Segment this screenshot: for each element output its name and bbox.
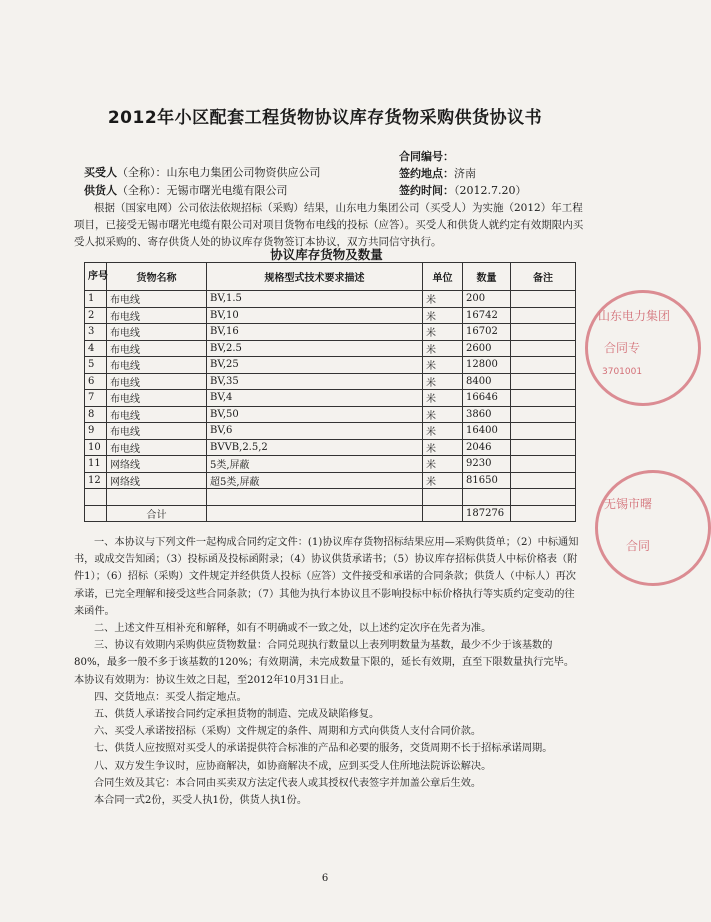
cell-unit: 米 xyxy=(423,357,463,374)
buyer-line xyxy=(84,164,321,180)
cell-unit: 米 xyxy=(423,456,463,473)
cell-qty: 12800 xyxy=(463,357,511,374)
seal-text: 无锡市曙 xyxy=(604,497,653,511)
cell-note xyxy=(511,423,576,440)
table-row xyxy=(85,472,576,489)
term-copies: 本合同一式2份，买受人执1份，供货人执1份。 xyxy=(94,795,308,807)
cell-seq: 3 xyxy=(85,324,107,341)
cell-qty: 16702 xyxy=(463,324,511,341)
buyer-name: （全称）：山东电力集团公司物资供应公司 xyxy=(117,166,321,179)
buyer-label: 买受人 xyxy=(84,166,117,179)
table-row xyxy=(85,340,576,357)
cell-qty: 200 xyxy=(463,291,511,308)
table-header-row xyxy=(85,263,576,291)
cell-spec: BV,1.5 xyxy=(207,291,423,308)
cell-note xyxy=(511,324,576,341)
header-seq: 序号 xyxy=(85,263,107,291)
cell-name: 布电线 xyxy=(107,307,207,324)
cell-note xyxy=(511,390,576,407)
cell-name: 布电线 xyxy=(107,340,207,357)
cell-spec: BV,50 xyxy=(207,406,423,423)
cell-spec: BV,16 xyxy=(207,324,423,341)
table-row xyxy=(85,423,576,440)
table-row-empty xyxy=(85,489,576,506)
cell-name: 布电线 xyxy=(107,357,207,374)
cell-spec: BVVB,2.5,2 xyxy=(207,439,423,456)
seal-text: 山东电力集团 xyxy=(598,309,671,323)
cell-note xyxy=(511,456,576,473)
cell-unit: 米 xyxy=(423,324,463,341)
cell-seq: 10 xyxy=(85,439,107,456)
cell-note xyxy=(511,406,576,423)
header-spec: 规格型式技术要求描述 xyxy=(207,263,423,291)
cell-qty: 3860 xyxy=(463,406,511,423)
term-1: 一、本协议与下列文件一起构成合同约定文件：(1)协议库存货物招标结果应用—采购供货单；（2）中标通知书，或成交告知函；（3）投标函及投标函附录；（4）协议供货承诺书；（5）协议库存招标供货人中标价格表（附件1）；（6）招标（采购）文件规定并经供货人投标（应答）文件接受和承诺的合同条款；供货人（中标人）再次承诺，已完全理解和接受这些合同条款；（7）其他为执行本协议且不影响投标中标价格执行等实质约定变动的往来函件。 xyxy=(74,537,579,617)
cell-seq: 11 xyxy=(85,456,107,473)
cell-name: 布电线 xyxy=(107,324,207,341)
cell-qty: 2046 xyxy=(463,439,511,456)
cell-seq: 9 xyxy=(85,423,107,440)
term-6: 六、买受人承诺按招标（采购）文件规定的条件、周期和方式向供货人支付合同价款。 xyxy=(94,726,482,738)
supplier-line xyxy=(84,182,288,198)
document-title: 2012年小区配套工程货物协议库存货物采购供货协议书 xyxy=(107,108,543,128)
cell-name: 布电线 xyxy=(107,390,207,407)
sign-place-label: 签约地点： xyxy=(399,167,454,180)
total-label: 合计 xyxy=(107,505,207,522)
total-value: 187276 xyxy=(463,505,511,522)
cell-unit: 米 xyxy=(423,439,463,456)
sign-place xyxy=(399,165,476,181)
cell-note xyxy=(511,307,576,324)
table-row xyxy=(85,324,576,341)
cell-qty: 2600 xyxy=(463,340,511,357)
seal-subtext: 合同专 xyxy=(604,341,641,355)
cell-spec: 5类,屏蔽 xyxy=(207,456,423,473)
cell-unit: 米 xyxy=(423,373,463,390)
cell-seq: 12 xyxy=(85,472,107,489)
sign-time xyxy=(399,182,526,198)
sign-time-value: （2012.7.20） xyxy=(454,184,527,197)
cell-qty: 16742 xyxy=(463,307,511,324)
header-note: 备注 xyxy=(511,263,576,291)
contract-no: 合同编号： xyxy=(399,150,454,163)
cell-qty: 81650 xyxy=(463,472,511,489)
cell-name: 布电线 xyxy=(107,291,207,308)
cell-spec: BV,4 xyxy=(207,390,423,407)
cell-name: 布电线 xyxy=(107,423,207,440)
cell-seq: 2 xyxy=(85,307,107,324)
term-8: 八、双方发生争议时，应协商解决，如协商解决不成，应到买受人住所地法院诉讼解决。 xyxy=(94,760,492,772)
table-row xyxy=(85,357,576,374)
intro-paragraph: 根据（国家电网）公司依法依规招标（采购）结果，山东电力集团公司（买受人）为实施（2012）年工程项目，已接受无锡市曙光电缆有限公司对项目货物布电线的投标（应答）。买受人和供货人就约定有效期限内买受人拟采购的、寄存供货人处的协议库存货物签订本协议，双方共同信守执行。 xyxy=(74,202,584,248)
table-row xyxy=(85,307,576,324)
term-effective: 合同生效及其它：本合同由买卖双方法定代表人或其授权代表签字并加盖公章后生效。 xyxy=(94,777,482,789)
table-row xyxy=(85,373,576,390)
table-title: 协议库存货物及数量 xyxy=(270,247,383,262)
cell-unit: 米 xyxy=(423,472,463,489)
cell-seq: 5 xyxy=(85,357,107,374)
cell-seq: 8 xyxy=(85,406,107,423)
cell-unit: 米 xyxy=(423,406,463,423)
cell-seq: 4 xyxy=(85,340,107,357)
supplier-seal-stamp xyxy=(595,470,711,586)
cell-note xyxy=(511,291,576,308)
term-2: 二、上述文件互相补充和解释，如有不明确或不一致之处，以上述约定次序在先者为准。 xyxy=(94,623,492,635)
header-qty: 数量 xyxy=(463,263,511,291)
cell-note xyxy=(511,340,576,357)
term-4: 四、交货地点：买受人指定地点。 xyxy=(94,691,247,703)
cell-spec: BV,2.5 xyxy=(207,340,423,357)
cell-seq: 6 xyxy=(85,373,107,390)
cell-name: 布电线 xyxy=(107,373,207,390)
sign-place-value: 济南 xyxy=(454,167,476,180)
cell-qty: 16646 xyxy=(463,390,511,407)
cell-note xyxy=(511,472,576,489)
cell-seq: 1 xyxy=(85,291,107,308)
cell-name: 网络线 xyxy=(107,472,207,489)
cell-spec: BV,6 xyxy=(207,423,423,440)
cell-name: 布电线 xyxy=(107,406,207,423)
table-row xyxy=(85,456,576,473)
table-row xyxy=(85,291,576,308)
sign-time-label: 签约时间： xyxy=(399,184,454,197)
goods-table xyxy=(84,262,576,522)
cell-spec: BV,35 xyxy=(207,373,423,390)
cell-note xyxy=(511,439,576,456)
cell-unit: 米 xyxy=(423,340,463,357)
page-number: 6 xyxy=(321,873,329,884)
cell-seq: 7 xyxy=(85,390,107,407)
cell-unit: 米 xyxy=(423,390,463,407)
terms-section xyxy=(74,534,584,809)
cell-spec: 超5类,屏蔽 xyxy=(207,472,423,489)
cell-spec: BV,25 xyxy=(207,357,423,374)
seal-code: 3701001 xyxy=(602,367,643,377)
cell-unit: 米 xyxy=(423,307,463,324)
term-5: 五、供货人承诺按合同约定承担货物的制造、完成及缺陷修复。 xyxy=(94,709,380,721)
seal-subtext: 合同 xyxy=(626,539,651,553)
cell-spec: BV,10 xyxy=(207,307,423,324)
supplier-name: （全称）：无锡市曙光电缆有限公司 xyxy=(117,184,288,197)
header-unit: 单位 xyxy=(423,263,463,291)
header-name: 货物名称 xyxy=(107,263,207,291)
table-row xyxy=(85,439,576,456)
cell-unit: 米 xyxy=(423,423,463,440)
cell-name: 布电线 xyxy=(107,439,207,456)
table-total-row xyxy=(85,505,576,522)
term-3: 三、协议有效期内采购供应货物数量：合同兑现执行数量以上表列明数量为基数，最少不少于该基数的80%，最多一般不多于该基数的120%；有效期满，未完成数量下限的，延长有效期，直至下限数量执行完毕。本协议有效期为：协议生效之日起，至2012年10月31日止。 xyxy=(74,640,575,686)
cell-qty: 8400 xyxy=(463,373,511,390)
term-7: 七、供货人应按照对买受人的承诺提供符合标准的产品和必要的服务，交货周期不长于招标承诺周期。 xyxy=(94,743,553,755)
supplier-label: 供货人 xyxy=(84,184,117,197)
cell-qty: 16400 xyxy=(463,423,511,440)
table-body xyxy=(85,291,576,489)
buyer-seal-stamp xyxy=(585,290,701,406)
cell-name: 网络线 xyxy=(107,456,207,473)
table-row xyxy=(85,406,576,423)
cell-qty: 9230 xyxy=(463,456,511,473)
cell-unit: 米 xyxy=(423,291,463,308)
cell-note xyxy=(511,373,576,390)
table-row xyxy=(85,390,576,407)
cell-note xyxy=(511,357,576,374)
